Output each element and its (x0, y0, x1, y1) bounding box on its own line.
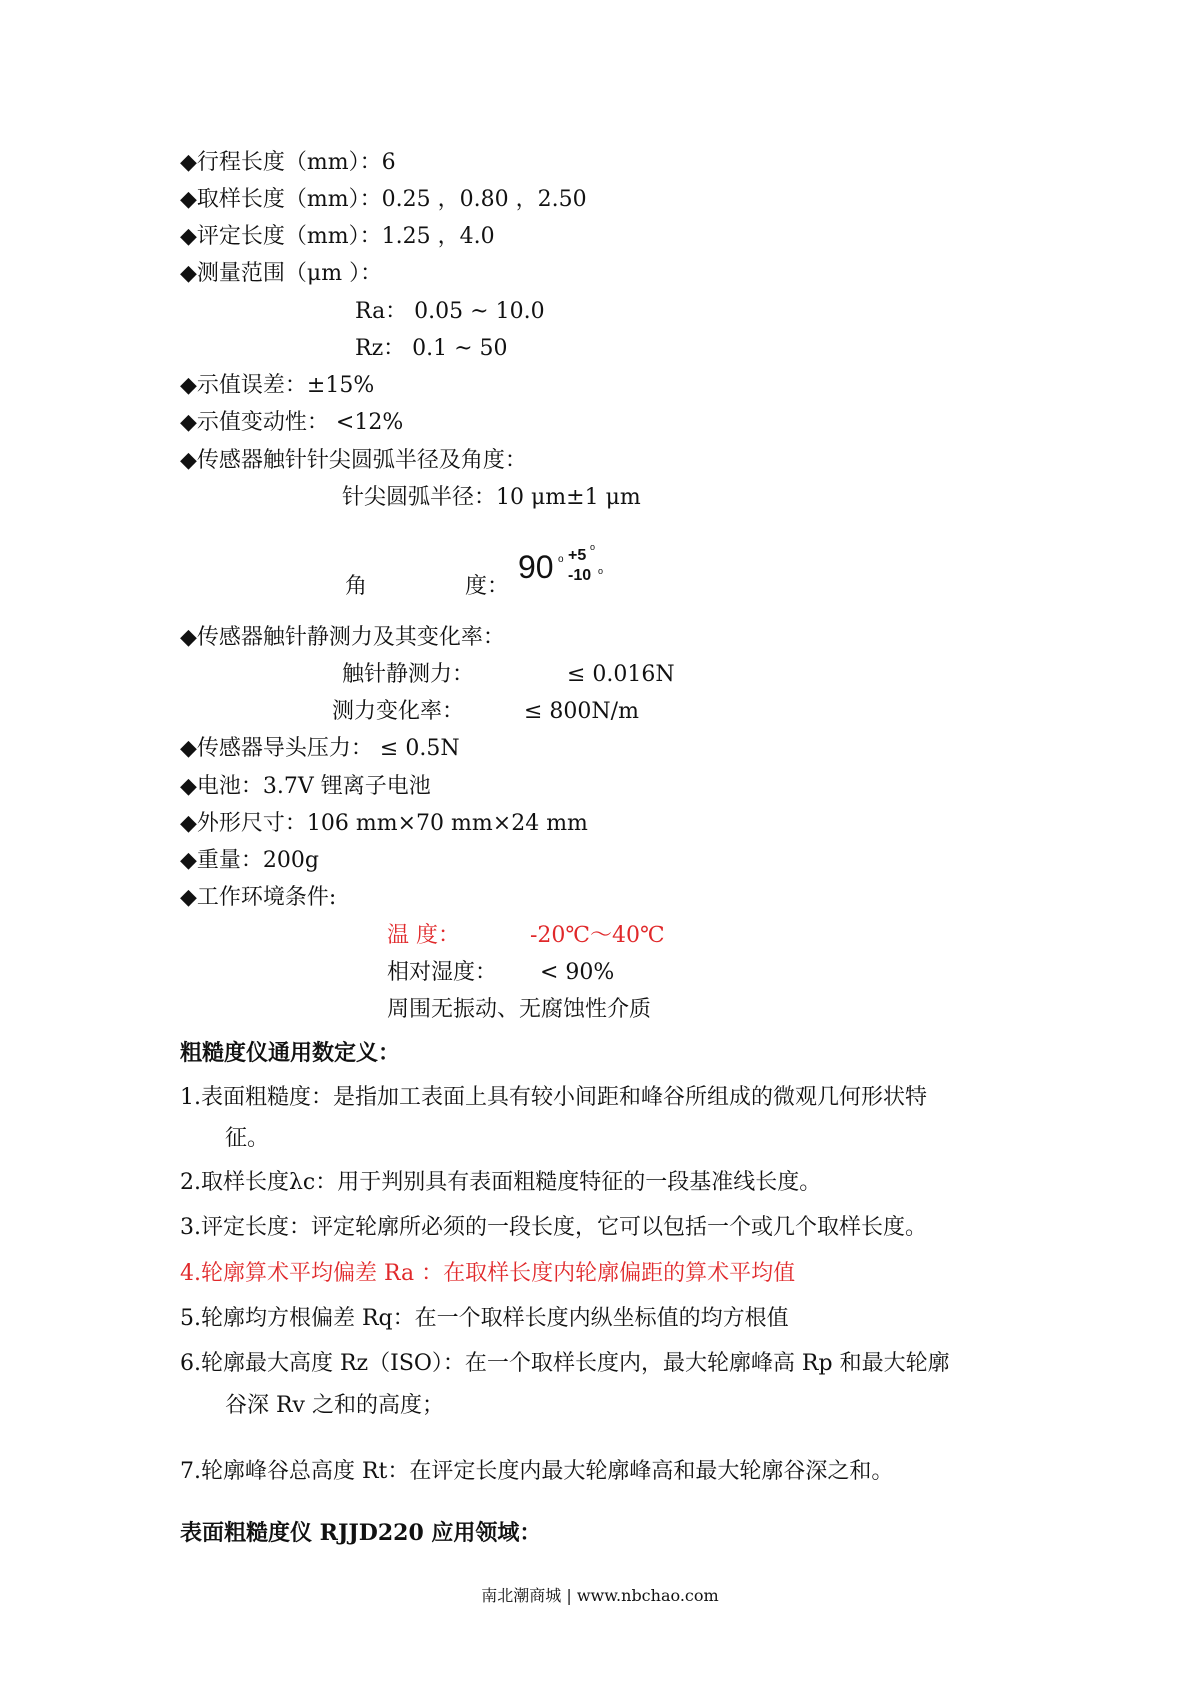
definition-7: 7.轮廓峰谷总高度 Rt：在评定长度内最大轮廓峰高和最大轮廓谷深之和。 (180, 1459, 894, 1484)
spec-battery: ◆电池：3.7V 锂离子电池 (180, 774, 431, 799)
spec-force-rate-value: ≤ 800N/m (524, 699, 639, 724)
definition-3: 3.评定长度：评定轮廓所必须的一段长度，它可以包括一个或几个取样长度。 (180, 1215, 927, 1240)
application-heading: 表面粗糙度仪 RJJD220 应用领域： (180, 1520, 542, 1546)
spec-ra: Ra： 0.05 ~ 10.0 (355, 299, 545, 324)
definition-1a: 1.表面粗糙度：是指加工表面上具有较小间距和峰谷所组成的微观几何形状特 (180, 1085, 927, 1110)
definition-2: 2.取样长度λc：用于判别具有表面粗糙度特征的一段基准线长度。 (180, 1170, 822, 1195)
definitions-heading: 粗糙度仪通用数定义： (180, 1040, 401, 1066)
angle-degree-main: o (558, 554, 564, 565)
angle-degree-lower: o (598, 566, 604, 576)
spec-sample-length: ◆取样长度（mm）：0.25 ，0.80 ，2.50 (180, 187, 587, 212)
spec-temp-label: 温 度： (387, 923, 460, 948)
spec-stroke: ◆行程长度（mm）：6 (180, 150, 396, 175)
spec-static-force-value: ≤ 0.016N (567, 662, 675, 687)
spec-force-rate-label: 测力变化率： (332, 699, 465, 724)
definition-6a: 6.轮廓最大高度 Rz（ISO）：在一个取样长度内，最大轮廓峰高 Rp 和最大轮廓 (180, 1351, 950, 1376)
definition-1b: 征。 (225, 1126, 270, 1151)
spec-eval-length: ◆评定长度（mm）：1.25 ，4.0 (180, 224, 495, 249)
spec-env-title: ◆工作环境条件: (180, 885, 337, 910)
spec-variability: ◆示值变动性： <12% (180, 410, 404, 435)
spec-dimensions: ◆外形尺寸：106 mm×70 mm×24 mm (180, 811, 588, 836)
angle-tolerance-figure (518, 536, 628, 596)
angle-degree-upper: o (590, 542, 596, 552)
spec-guide-pressure: ◆传感器导头压力： ≤ 0.5N (180, 736, 460, 761)
spec-stylus-title: ◆传感器触针针尖圆弧半径及角度： (180, 448, 527, 473)
angle-lower-tolerance: -10 (568, 567, 592, 584)
definition-6b: 谷深 Rv 之和的高度； (225, 1393, 444, 1418)
spec-humidity-label: 相对湿度： (387, 960, 498, 985)
spec-static-force-label: 触针静测力： (342, 662, 475, 687)
spec-env-note: 周围无振动、无腐蚀性介质 (387, 997, 652, 1022)
definition-4: 4.轮廓算术平均偏差 Ra ：在取样长度内轮廓偏距的算术平均值 (180, 1261, 796, 1286)
spec-temp-value: -20℃～40℃ (530, 923, 665, 948)
angle-value: 90 (518, 549, 554, 585)
spec-tip-radius: 针尖圆弧半径：10 μm±1 μm (342, 485, 641, 510)
spec-range-title: ◆测量范围（μm ）： (180, 261, 383, 286)
spec-weight: ◆重量：200g (180, 848, 319, 873)
spec-angle-label-a: 角 (345, 574, 368, 599)
spec-angle-label-b: 度： (465, 574, 510, 599)
spec-error: ◆示值误差：±15% (180, 373, 375, 398)
spec-rz: Rz： 0.1 ~ 50 (355, 336, 508, 361)
spec-force-title: ◆传感器触针静测力及其变化率： (180, 625, 505, 650)
page-footer: 南北潮商城 | www.nbchao.com (481, 1586, 719, 1605)
spec-humidity-value: < 90% (540, 960, 615, 985)
definition-5: 5.轮廓均方根偏差 Rq：在一个取样长度内纵坐标值的均方根值 (180, 1306, 789, 1331)
angle-upper-tolerance: +5 (568, 547, 587, 564)
